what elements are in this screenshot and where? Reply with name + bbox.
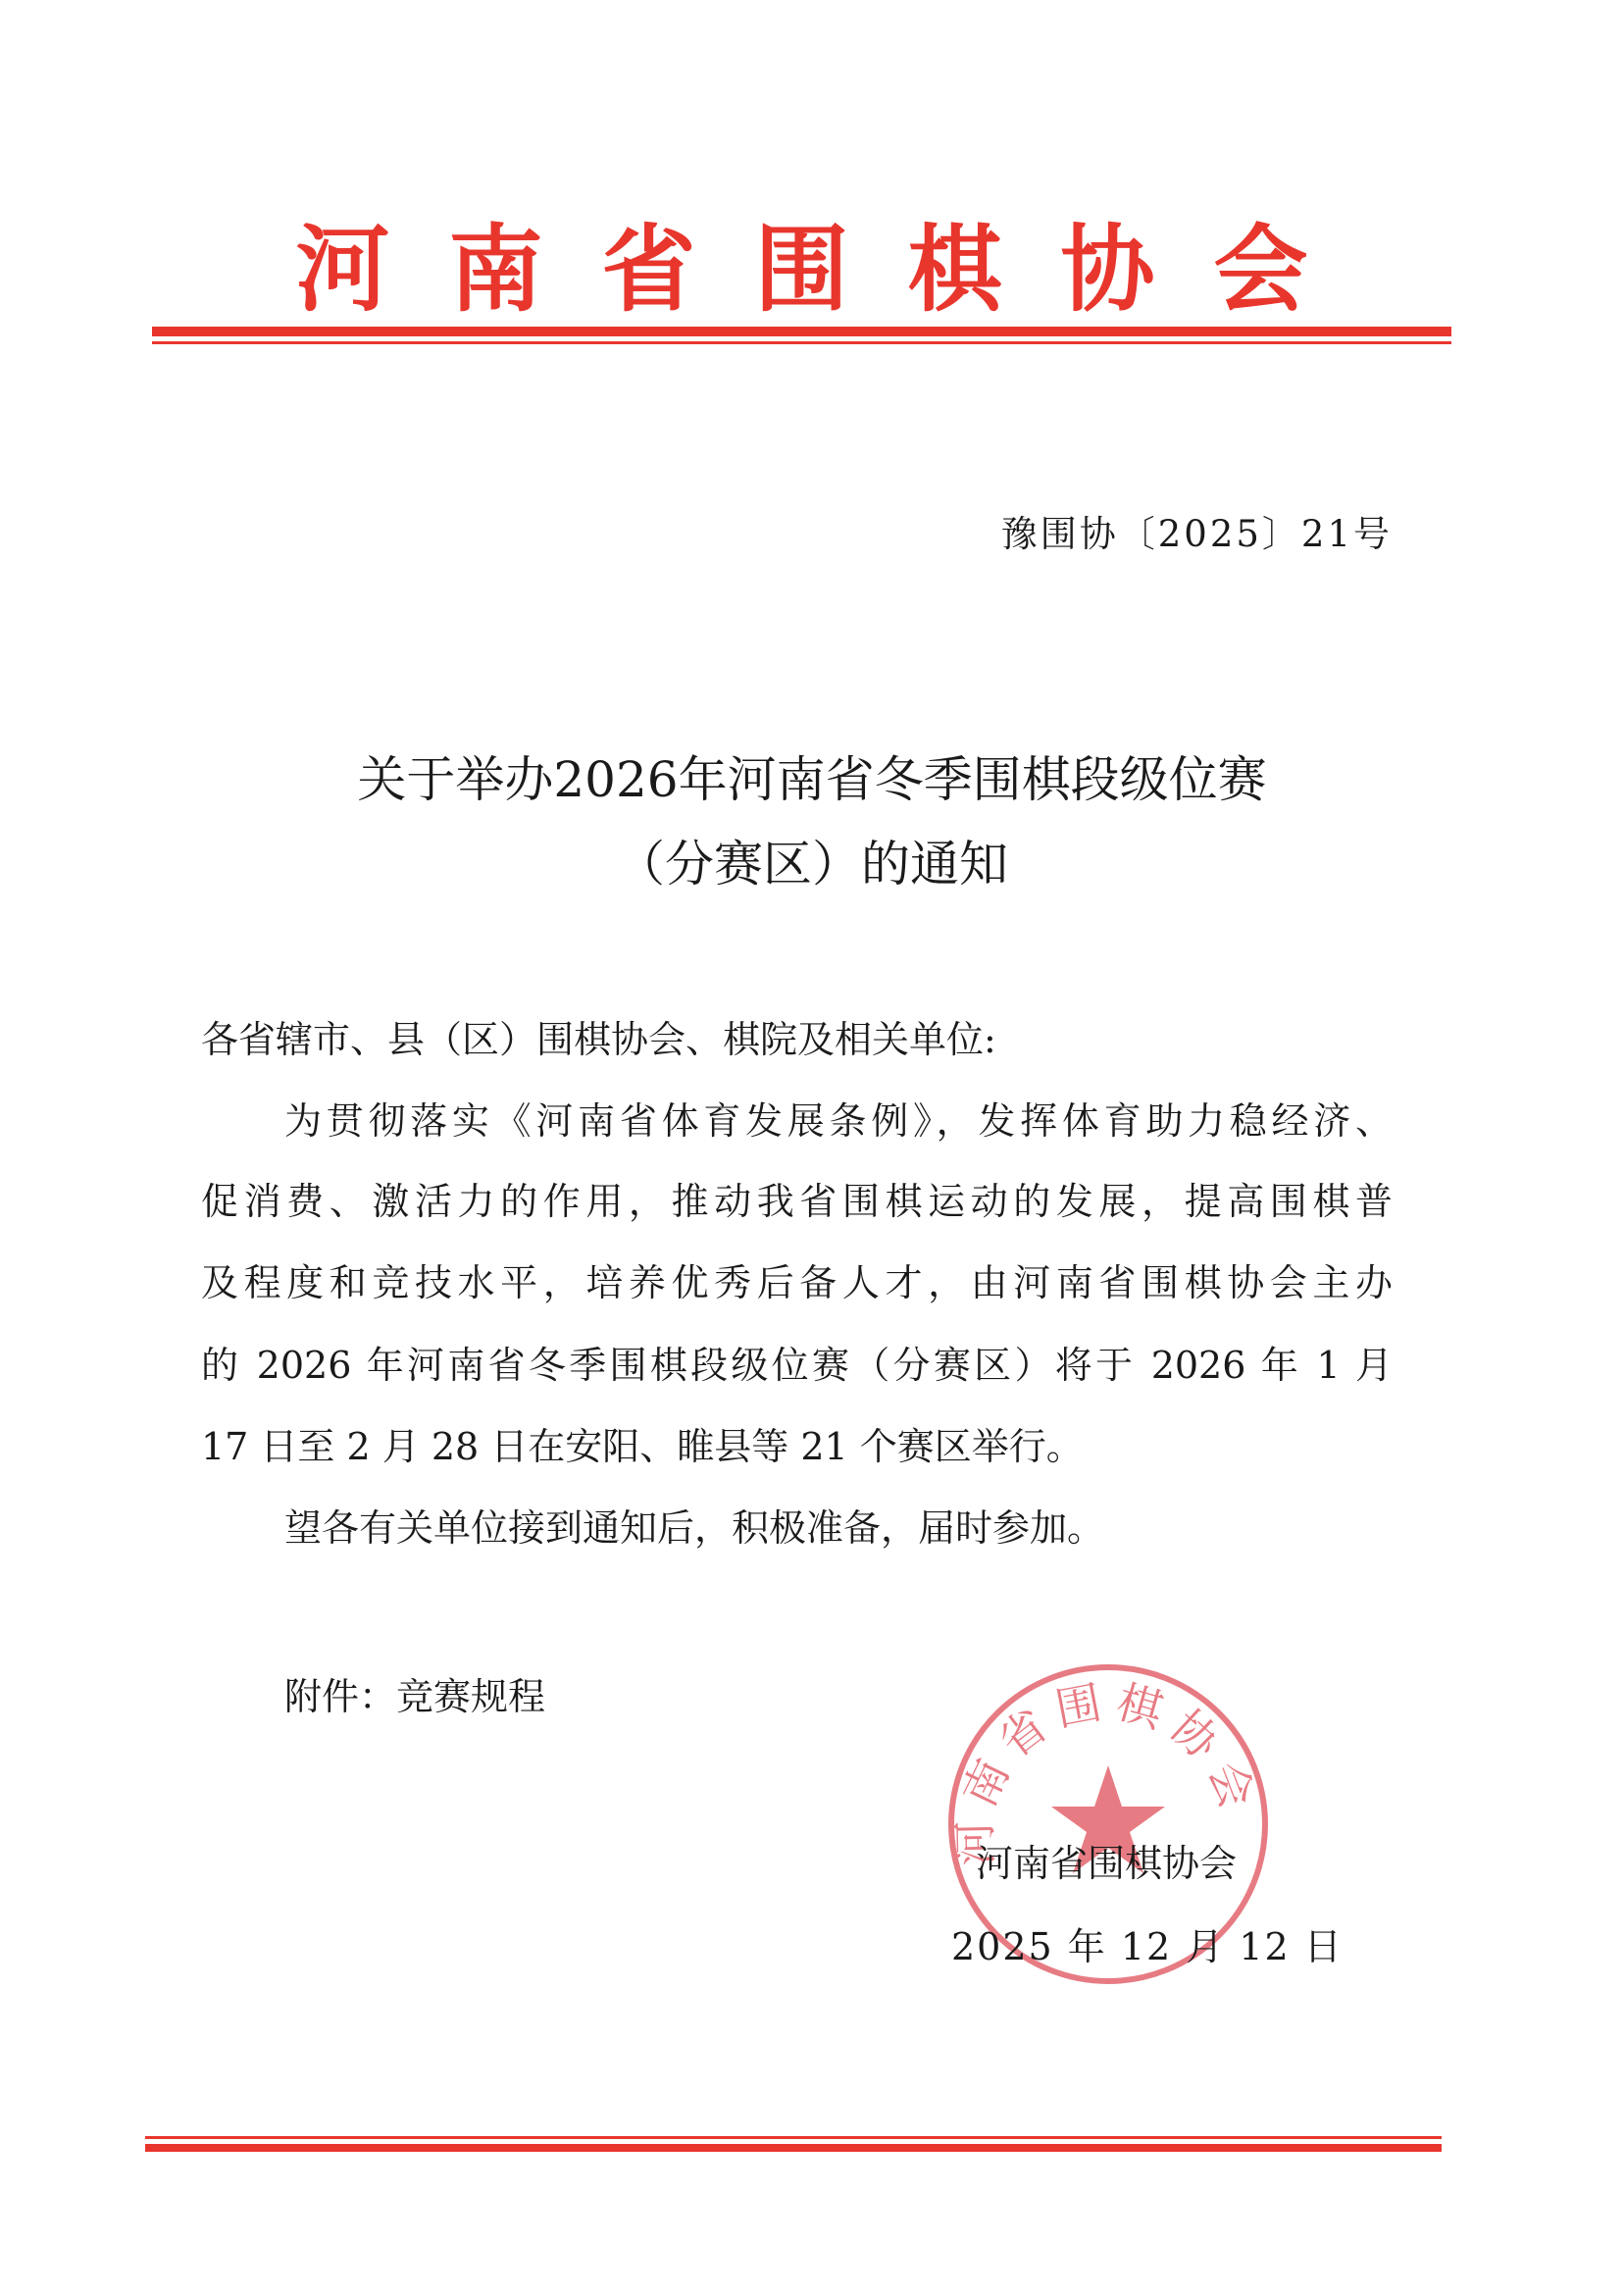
document-number: 豫围协〔2025〕21号: [1000, 513, 1393, 555]
seal-lettering: 河南省围棋协会: [947, 1673, 1268, 1867]
footer-rule-thin: [145, 2136, 1442, 2139]
letterhead-rule-thick: [152, 327, 1451, 336]
salutation: 各省辖市、县（区）围棋协会、棋院及相关单位:: [201, 1018, 996, 1061]
title-line-2: （分赛区）的通知: [616, 836, 1008, 892]
body-line: 的 2026 年河南省冬季围棋段级位赛（分赛区）将于 2026 年 1 月: [201, 1344, 1393, 1387]
body-line: 为贯彻落实《河南省体育发展条例》，发挥体育助力稳经济、: [284, 1099, 1393, 1143]
signature-date: 2025 年 12 月 12 日: [951, 1925, 1344, 1968]
body-line: 17 日至 2 月 28 日在安阳、睢县等 21 个赛区举行。: [201, 1425, 1084, 1468]
signature-organization: 河南省围棋协会: [976, 1842, 1238, 1885]
document-title: [0, 738, 1624, 906]
letterhead-organization: 河南省围棋协会: [295, 214, 1367, 325]
attachment-note: 附件：竞赛规程: [284, 1675, 546, 1718]
footer-rule-thick: [145, 2144, 1442, 2152]
body-line: 促消费、激活力的作用，推动我省围棋运动的发展，提高围棋普: [201, 1180, 1393, 1223]
letterhead-rule-thin: [152, 341, 1451, 344]
title-line-1: 关于举办2026年河南省冬季围棋段级位赛: [357, 751, 1267, 808]
body-line: 及程度和竞技水平，培养优秀后备人才，由河南省围棋协会主办: [201, 1261, 1393, 1304]
body-paragraph-2: 望各有关单位接到通知后，积极准备，届时参加。: [284, 1506, 1105, 1550]
